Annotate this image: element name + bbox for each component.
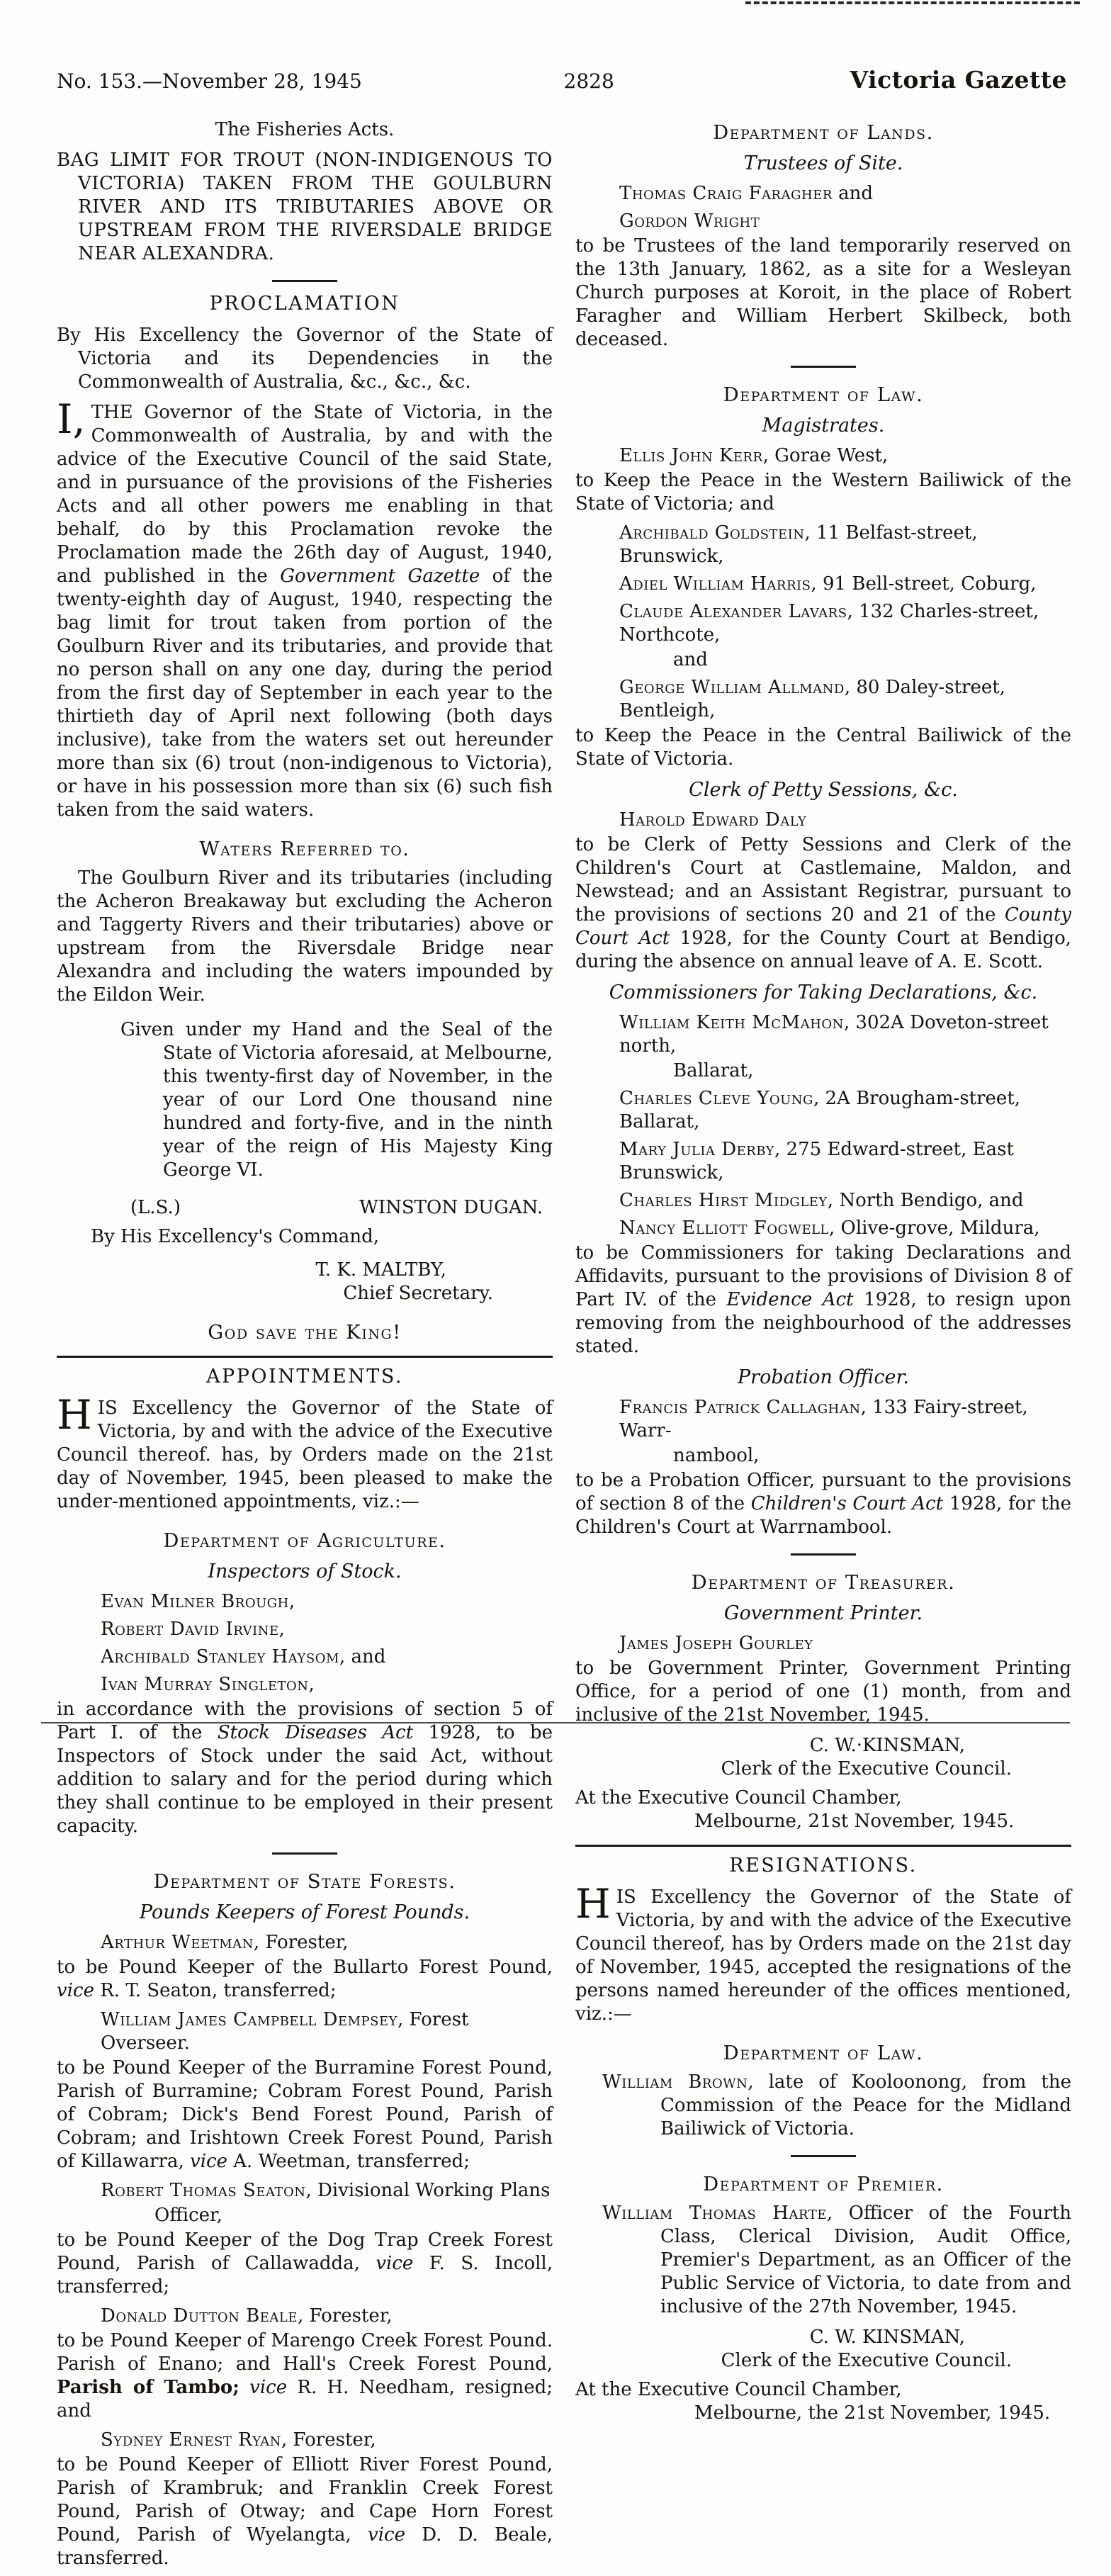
name-line: Adiel William Harris, 91 Bell-street, Coburg, xyxy=(619,573,1037,595)
name-line: Archibald Stanley Haysom, and xyxy=(101,1646,386,1667)
office-heading: Inspectors of Stock. xyxy=(208,1560,402,1582)
paragraph: in accordance with the provisions of section 5 of Part I. of the Stock Diseases Act 1928, to be Inspectors of Stock under the said Act, without addition to salary and for the period during which they shall continue to be employed in their present capacity. xyxy=(57,1699,553,1837)
proclamation-heading: PROCLAMATION xyxy=(209,293,400,315)
secretary-signature: T. K. MALTBY, xyxy=(315,1259,446,1281)
office-heading: Government Printer. xyxy=(723,1602,923,1624)
name-line: Nancy Elliott Fogwell, Olive-grove, Mildura, xyxy=(619,1217,1040,1239)
paragraph: HIS Excellency the Governor of the State of Victoria, by and with the advice of the Executive Council thereof, has by Orders made on the 21st day of November, 1945, accepted the resignations of the persons named hereunder of the offices mentioned, viz.:— xyxy=(575,1881,1071,2025)
paragraph: to be Pound Keeper of the Burramine Forest Pound, Parish of Burramine; Cobram Forest Pound, Parish of Cobram; Dick's Bend Forest Pound, Parish of Cobram; and Irishtown Creek Forest Pound, Parish of Killawarra, vice A. Weetman, transferred; xyxy=(57,2057,553,2172)
date-line: Melbourne, 21st November, 1945. xyxy=(694,1811,1015,1832)
department-heading: Department of State Forests. xyxy=(153,1870,456,1893)
divider xyxy=(791,1553,856,1556)
name-line: Archibald Goldstein, 11 Belfast-street, Brunswick, xyxy=(619,522,978,567)
name-line: Sydney Ernest Ryan, Forester, xyxy=(101,2429,376,2451)
name-line: Mary Julia Derby, 275 Edward-street, East Brunswick, xyxy=(619,1139,1014,1183)
divider xyxy=(272,1852,337,1855)
gazette-title: Victoria Gazette xyxy=(850,66,1067,94)
department-heading: Department of Lands. xyxy=(713,121,934,144)
paragraph: to be a Probation Officer, pursuant to the provisions of section 8 of the Children's Court Act 1928, for the Children's Court at Warrnambool. xyxy=(575,1470,1072,1538)
name-line-continuation: Officer, xyxy=(154,2205,222,2226)
paragraph: HIS Excellency the Governor of the State of Victoria, by and with the advice of the Executive Council thereof. has, by Orders made on the 21st day of November, 1945, been pleased to make the under-mentioned appointments, viz.:— xyxy=(57,1392,553,1512)
command-line: By His Excellency's Command, xyxy=(91,1226,380,1247)
name-line-continuation: and xyxy=(673,649,708,670)
date-line: Melbourne, the 21st November, 1945. xyxy=(694,2402,1051,2424)
page-bottom-rule xyxy=(41,1722,1070,1723)
name-line: Arthur Weetman, Forester, xyxy=(101,1932,349,1953)
department-heading: Department of Premier. xyxy=(703,2173,944,2195)
page-number: 2828 xyxy=(563,69,614,93)
name-line: Charles Cleve Young, 2A Brougham-street, Ballarat, xyxy=(619,1088,1021,1132)
office-heading: Pounds Keepers of Forest Pounds. xyxy=(139,1901,470,1923)
appointments-heading: APPOINTMENTS. xyxy=(206,1366,403,1388)
clerk-signature: C. W.·KINSMAN, xyxy=(809,1735,965,1756)
name-line: Gordon Wright xyxy=(619,210,760,232)
page-sheet xyxy=(57,66,1072,2576)
governor-signature: WINSTON DUGAN. xyxy=(359,1197,543,1218)
paragraph: to be Clerk of Petty Sessions and Clerk of the Children's Court at Castlemaine, Maldon, and Newstead; and an Assistant Registrar, pursuant to the provisions of sections 20 and 21 of the County Court Act 1928, for the County Court at Bendigo, during the absence on annual leave of A. E. Scott. xyxy=(575,834,1071,972)
subsection-heading: Waters Referred to. xyxy=(199,838,410,860)
name-line: Evan Milner Brough, xyxy=(101,1591,295,1612)
clerk-title: Clerk of the Executive Council. xyxy=(721,2350,1012,2371)
paragraph: to be Pound Keeper of the Bullarto Forest Pound, vice R. T. Seaton, transferred; xyxy=(57,1957,553,2001)
name-line: Charles Hirst Midgley, North Bendigo, and xyxy=(619,1190,1024,1211)
paragraph: to be Trustees of the land temporarily reserved on the 13th January, 1862, as a site for a Wesleyan Church purposes at Koroit, in the place of Robert Faragher and William Herbert Skilbeck, both deceased. xyxy=(575,235,1071,350)
divider xyxy=(57,1356,553,1358)
resignations-heading: RESIGNATIONS. xyxy=(729,1855,918,1877)
divider xyxy=(575,1845,1071,1847)
divider xyxy=(272,280,337,282)
place-line: At the Executive Council Chamber, xyxy=(575,1787,902,1809)
name-line-continuation: Ballarat, xyxy=(673,1060,754,1081)
scan-artifact-dashes xyxy=(745,1,1080,4)
department-heading: Department of Law. xyxy=(723,383,924,406)
name-line: Harold Edward Daly xyxy=(619,809,807,831)
issue-number: No. 153.—November 28, 1945 xyxy=(57,69,362,93)
testimonium-clause: Given under my Hand and the Seal of the State of Victoria aforesaid, at Melbourne, this twenty-first day of November, in the year of our Lord One thousand nine hundred and forty-five, and in the ninth year of the reign of His Majesty King George VI. xyxy=(120,1019,553,1181)
office-heading: Clerk of Petty Sessions, &c. xyxy=(689,779,958,801)
paragraph: to be Pound Keeper of Marengo Creek Forest Pound. Parish of Enano; and Hall's Creek Forest Pound, Parish of Tambo; vice R. H. Needham, resigned; and xyxy=(57,2330,553,2422)
left-column xyxy=(57,117,553,2576)
paragraph: By His Excellency the Governor of the State of Victoria and its Dependencies in the Commonwealth of Australia, &c., &c., &c. xyxy=(57,325,553,393)
god-save-king: God save the King! xyxy=(208,1321,402,1344)
divider xyxy=(791,366,856,368)
secretary-title: Chief Secretary. xyxy=(343,1283,493,1304)
name-line: Ellis John Kerr, Gorae West, xyxy=(619,445,889,466)
place-line: At the Executive Council Chamber, xyxy=(575,2379,902,2400)
resignation-entry: William Brown, late of Kooloonong, from the Commission of the Peace for the Midland Bailiwick of Victoria. xyxy=(602,2071,1071,2139)
name-line: Robert Thomas Seaton, Divisional Working Plans xyxy=(101,2180,551,2201)
office-heading: Probation Officer. xyxy=(738,1366,909,1388)
paragraph: to be Commissioners for taking Declarations and Affidavits, pursuant to the provisions of Division 8 of Part IV. of the Evidence Act 1928, to resign upon removing from the neighbourhood of the addresses stated. xyxy=(575,1242,1071,1357)
act-title: The Fisheries Acts. xyxy=(215,119,395,140)
name-line: Donald Dutton Beale, Forester, xyxy=(101,2305,393,2327)
resignation-entry: William Thomas Harte, Officer of the Fourth Class, Clerical Division, Audit Office, Premier's Department, as an Officer of the Public Service of Victoria, to date from and inclusive of the 27th November, 1945. xyxy=(602,2203,1071,2317)
right-column xyxy=(575,117,1071,2576)
clerk-title: Clerk of the Executive Council. xyxy=(721,1758,1012,1779)
clerk-signature: C. W. KINSMAN, xyxy=(809,2327,965,2348)
department-heading: Department of Law. xyxy=(723,2042,924,2064)
name-line: Ivan Murray Singleton, xyxy=(101,1674,315,1695)
paragraph: to Keep the Peace in the Western Bailiwick of the State of Victoria; and xyxy=(575,470,1071,514)
department-heading: Department of Treasurer. xyxy=(691,1571,956,1594)
two-column-body xyxy=(57,117,1072,2576)
name-line: Francis Patrick Callaghan, 133 Fairy-street, Warr- xyxy=(619,1397,1028,1441)
name-line: Robert David Irvine, xyxy=(101,1619,285,1640)
name-line: James Joseph Gourley xyxy=(619,1633,813,1654)
name-line-continuation: nambool, xyxy=(673,1445,760,1466)
paragraph: to be Government Printer, Government Printing Office, for a period of one (1) month, from and inclusive of the 21st November, 1945. xyxy=(575,1658,1071,1726)
proclamation-paragraph: I, THE Governor of the State of Victoria, in the Commonwealth of Australia, by and with the advice of the Executive Council of the said State, and in pursuance of the provisions of the Fisheries Acts and all other powers me enabling in that behalf, do by this Proclamation revoke the Proclamation made the 26th day of August, 1940, and published in the Government Gazette of the twenty-eighth day of August, 1940, respecting the bag limit for trout taken from portion of the Goulburn River and its tributaries, and provide that no person shall on any one day, during the period from the first day of September in each year to the thirtieth day of April next following (both days inclusive), take from the waters set out hereunder more than six (6) trout (non-indigenous to Victoria), or have in his possession more than six (6) such fish taken from the said waters. xyxy=(57,396,553,821)
name-line: Claude Alexander Lavars, 132 Charles-street, Northcote, xyxy=(619,601,1039,646)
divider xyxy=(791,2155,856,2157)
paragraph: to be Pound Keeper of the Dog Trap Creek Forest Pound, Parish of Callawadda, vice F. S. Incoll, transferred; xyxy=(57,2229,553,2297)
office-heading: Magistrates. xyxy=(762,415,885,437)
paragraph: to Keep the Peace in the Central Bailiwick of the State of Victoria. xyxy=(575,725,1071,770)
name-line: William James Campbell Dempsey, Forest Overseer. xyxy=(101,2009,469,2054)
paragraph: to be Pound Keeper of Elliott River Forest Pound, Parish of Krambruk; and Franklin Creek Forest Pound, Parish of Otway; and Cape Horn Forest Pound, Parish of Wyelangta, vice D. D. Beale, transferred. xyxy=(57,2454,553,2569)
page-header xyxy=(57,68,1067,93)
paragraph: The Goulburn River and its tributaries (including the Acheron Breakaway but excluding the Acheron and Taggerty Rivers and their tributaries) above or upstream from the Riversdale Bridge near Alexandra and including the waters impounded by the Eildon Weir. xyxy=(57,867,553,1006)
name-line: William Keith McMahon, 302A Doveton-street north, xyxy=(619,1012,1049,1057)
name-line: George William Allmand, 80 Daley-street, Bentleigh, xyxy=(619,677,1005,721)
office-heading: Commissioners for Taking Declarations, &c. xyxy=(609,982,1038,1003)
notice-heading: BAG LIMIT FOR TROUT (NON-INDIGENOUS TO VICTORIA) TAKEN FROM THE GOULBURN RIVER AND ITS TRIBUTARIES ABOVE OR UPSTREAM FROM THE RIVERSDALE BRIDGE NEAR ALEXANDRA. xyxy=(57,150,553,264)
name-line: Thomas Craig Faragher and xyxy=(619,183,874,204)
seal-mark: (L.S.) xyxy=(130,1197,181,1218)
office-heading: Trustees of Site. xyxy=(743,152,903,174)
department-heading: Department of Agriculture. xyxy=(163,1529,446,1552)
signature-row xyxy=(57,1196,553,1220)
